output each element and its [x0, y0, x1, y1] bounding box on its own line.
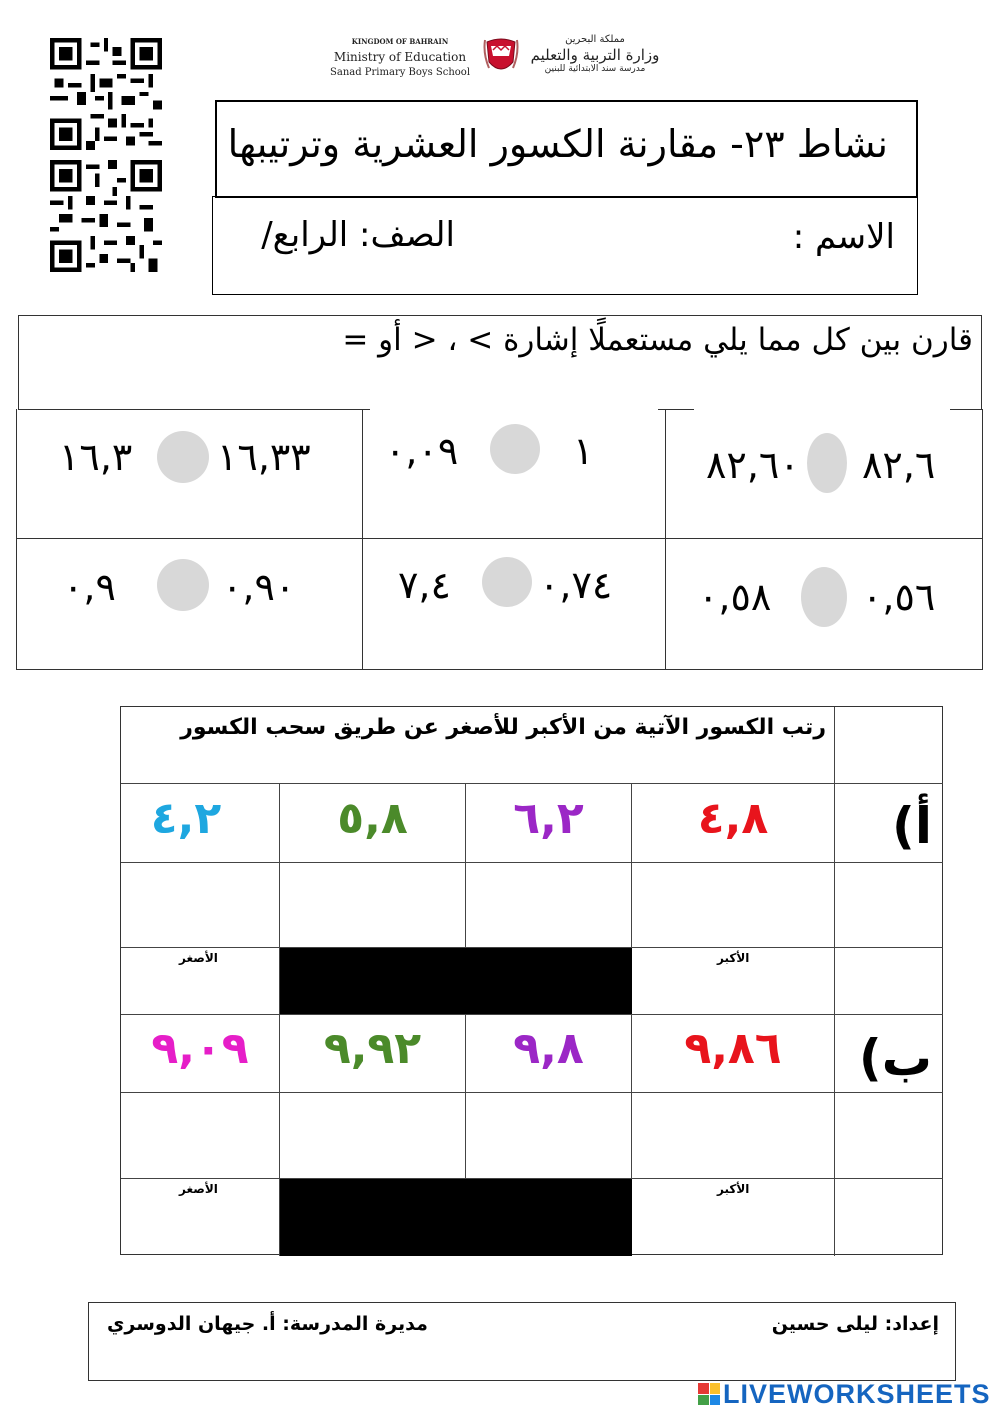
drop-slot[interactable] [466, 863, 631, 947]
compare-cell-5 [363, 539, 665, 670]
fraction-value: ٤,٢ [150, 793, 222, 844]
liveworksheets-logo[interactable] [698, 1380, 991, 1408]
compare-left-value: ٠,٠٩ [385, 429, 459, 473]
drop-slot[interactable] [632, 863, 834, 947]
direction-bar [280, 948, 632, 1014]
compare-drop-circle[interactable] [801, 567, 847, 627]
largest-label: الأكبر [717, 1182, 750, 1196]
fraction-value: ٩,٩٢ [323, 1023, 422, 1074]
order-table [120, 706, 943, 1255]
school-label: Sanad Primary Boys School [330, 66, 471, 78]
kingdom-label: KINGDOM OF BAHRAIN [351, 37, 449, 46]
compare-left-value: ٨٢,٦٠ [706, 443, 800, 487]
compare-right-value: ٠,٧٤ [539, 563, 613, 607]
ministry-label: Ministry of Education [333, 50, 467, 65]
principal-name: مديرة المدرسة: أ. جيهان الدوسري [107, 1313, 428, 1335]
fraction-tile[interactable] [280, 1023, 465, 1074]
fraction-tile[interactable] [632, 1023, 834, 1074]
order-instruction: رتب الكسور الآتية من الأكبر للأصغر عن طريق سحب الكسور [180, 715, 826, 740]
fraction-value: ٩,٨٦ [684, 1023, 782, 1074]
compare-cell-6 [17, 539, 362, 670]
fraction-value: ٩,٠٩ [151, 1023, 249, 1074]
compare-drop-circle[interactable] [482, 557, 532, 607]
largest-label: الأكبر [717, 951, 750, 965]
compare-left-value: ٧,٤ [398, 563, 451, 607]
fraction-tile[interactable] [121, 793, 251, 844]
footer-box [88, 1302, 956, 1381]
qr-code-top [50, 38, 162, 150]
title-box [215, 100, 918, 198]
name-label: الاسم : [792, 217, 895, 257]
compare-cell-4 [666, 539, 983, 670]
smallest-label: الأصغر [179, 1182, 218, 1196]
smallest-label: الأصغر [179, 951, 218, 965]
ministry-logo-arabic [525, 34, 665, 75]
fraction-value: ٤,٨ [697, 793, 769, 844]
kingdom-label-ar: مملكة البحرين [565, 34, 625, 45]
compare-cell-3 [17, 409, 362, 538]
compare-left-value: ٠,٩ [63, 565, 116, 609]
group-a-label: أ) [892, 797, 932, 855]
school-label-ar: مدرسة سند الابتدائية للبنين [544, 64, 646, 74]
class-label: الصف: الرابع/ [261, 215, 455, 255]
fraction-tile[interactable] [121, 1023, 279, 1074]
compare-cell-2 [363, 409, 665, 538]
compare-right-value: ٨٢,٦ [862, 443, 936, 487]
compare-right-value: ٠,٥٦ [862, 575, 936, 619]
compare-instruction-box [18, 315, 982, 410]
bahrain-emblem-icon [483, 34, 519, 78]
group-b-label: ب) [858, 1029, 932, 1087]
compare-right-value: ١٦,٣٣ [217, 435, 311, 479]
compare-drop-circle[interactable] [490, 424, 540, 474]
fraction-tile[interactable] [466, 793, 631, 844]
qr-code-bottom [50, 160, 162, 272]
compare-left-value: ٠,٥٨ [698, 575, 772, 619]
fraction-value: ٩,٨ [513, 1023, 584, 1074]
fraction-tile[interactable] [632, 793, 834, 844]
compare-grid [16, 409, 983, 670]
drop-slot[interactable] [466, 1093, 631, 1178]
compare-right-value: ١ [573, 429, 594, 473]
prepared-by: إعداد: ليلى حسين [771, 1313, 939, 1335]
compare-instruction: قارن بين كل مما يلي مستعملًا إشارة > ، < أو = [342, 322, 973, 358]
drop-slot[interactable] [121, 1093, 279, 1178]
page-title: نشاط ٢٣- مقارنة الكسور العشرية وترتيبها [227, 122, 888, 166]
compare-drop-circle[interactable] [157, 559, 209, 611]
compare-drop-circle[interactable] [807, 433, 847, 493]
drop-slot[interactable] [121, 863, 279, 947]
drop-slot[interactable] [280, 1093, 465, 1178]
drop-slot[interactable] [632, 1093, 834, 1178]
fraction-tile[interactable] [466, 1023, 631, 1074]
compare-right-value: ٠,٩٠ [222, 565, 296, 609]
direction-bar [280, 1179, 632, 1256]
fraction-value: ٥,٨ [337, 793, 408, 844]
fraction-tile[interactable] [280, 793, 465, 844]
ministry-label-ar: وزارة التربية والتعليم [530, 46, 660, 64]
student-info-box [212, 196, 918, 295]
ministry-logo-text [330, 38, 470, 79]
liveworksheets-brand: LIVEWORKSHEETS [723, 1378, 991, 1409]
compare-cell-1 [666, 409, 983, 538]
compare-left-value: ١٦,٣ [59, 435, 133, 479]
compare-drop-circle[interactable] [157, 431, 209, 483]
liveworksheets-logo-icon [698, 1383, 720, 1405]
fraction-value: ٦,٢ [513, 793, 584, 844]
drop-slot[interactable] [280, 863, 465, 947]
